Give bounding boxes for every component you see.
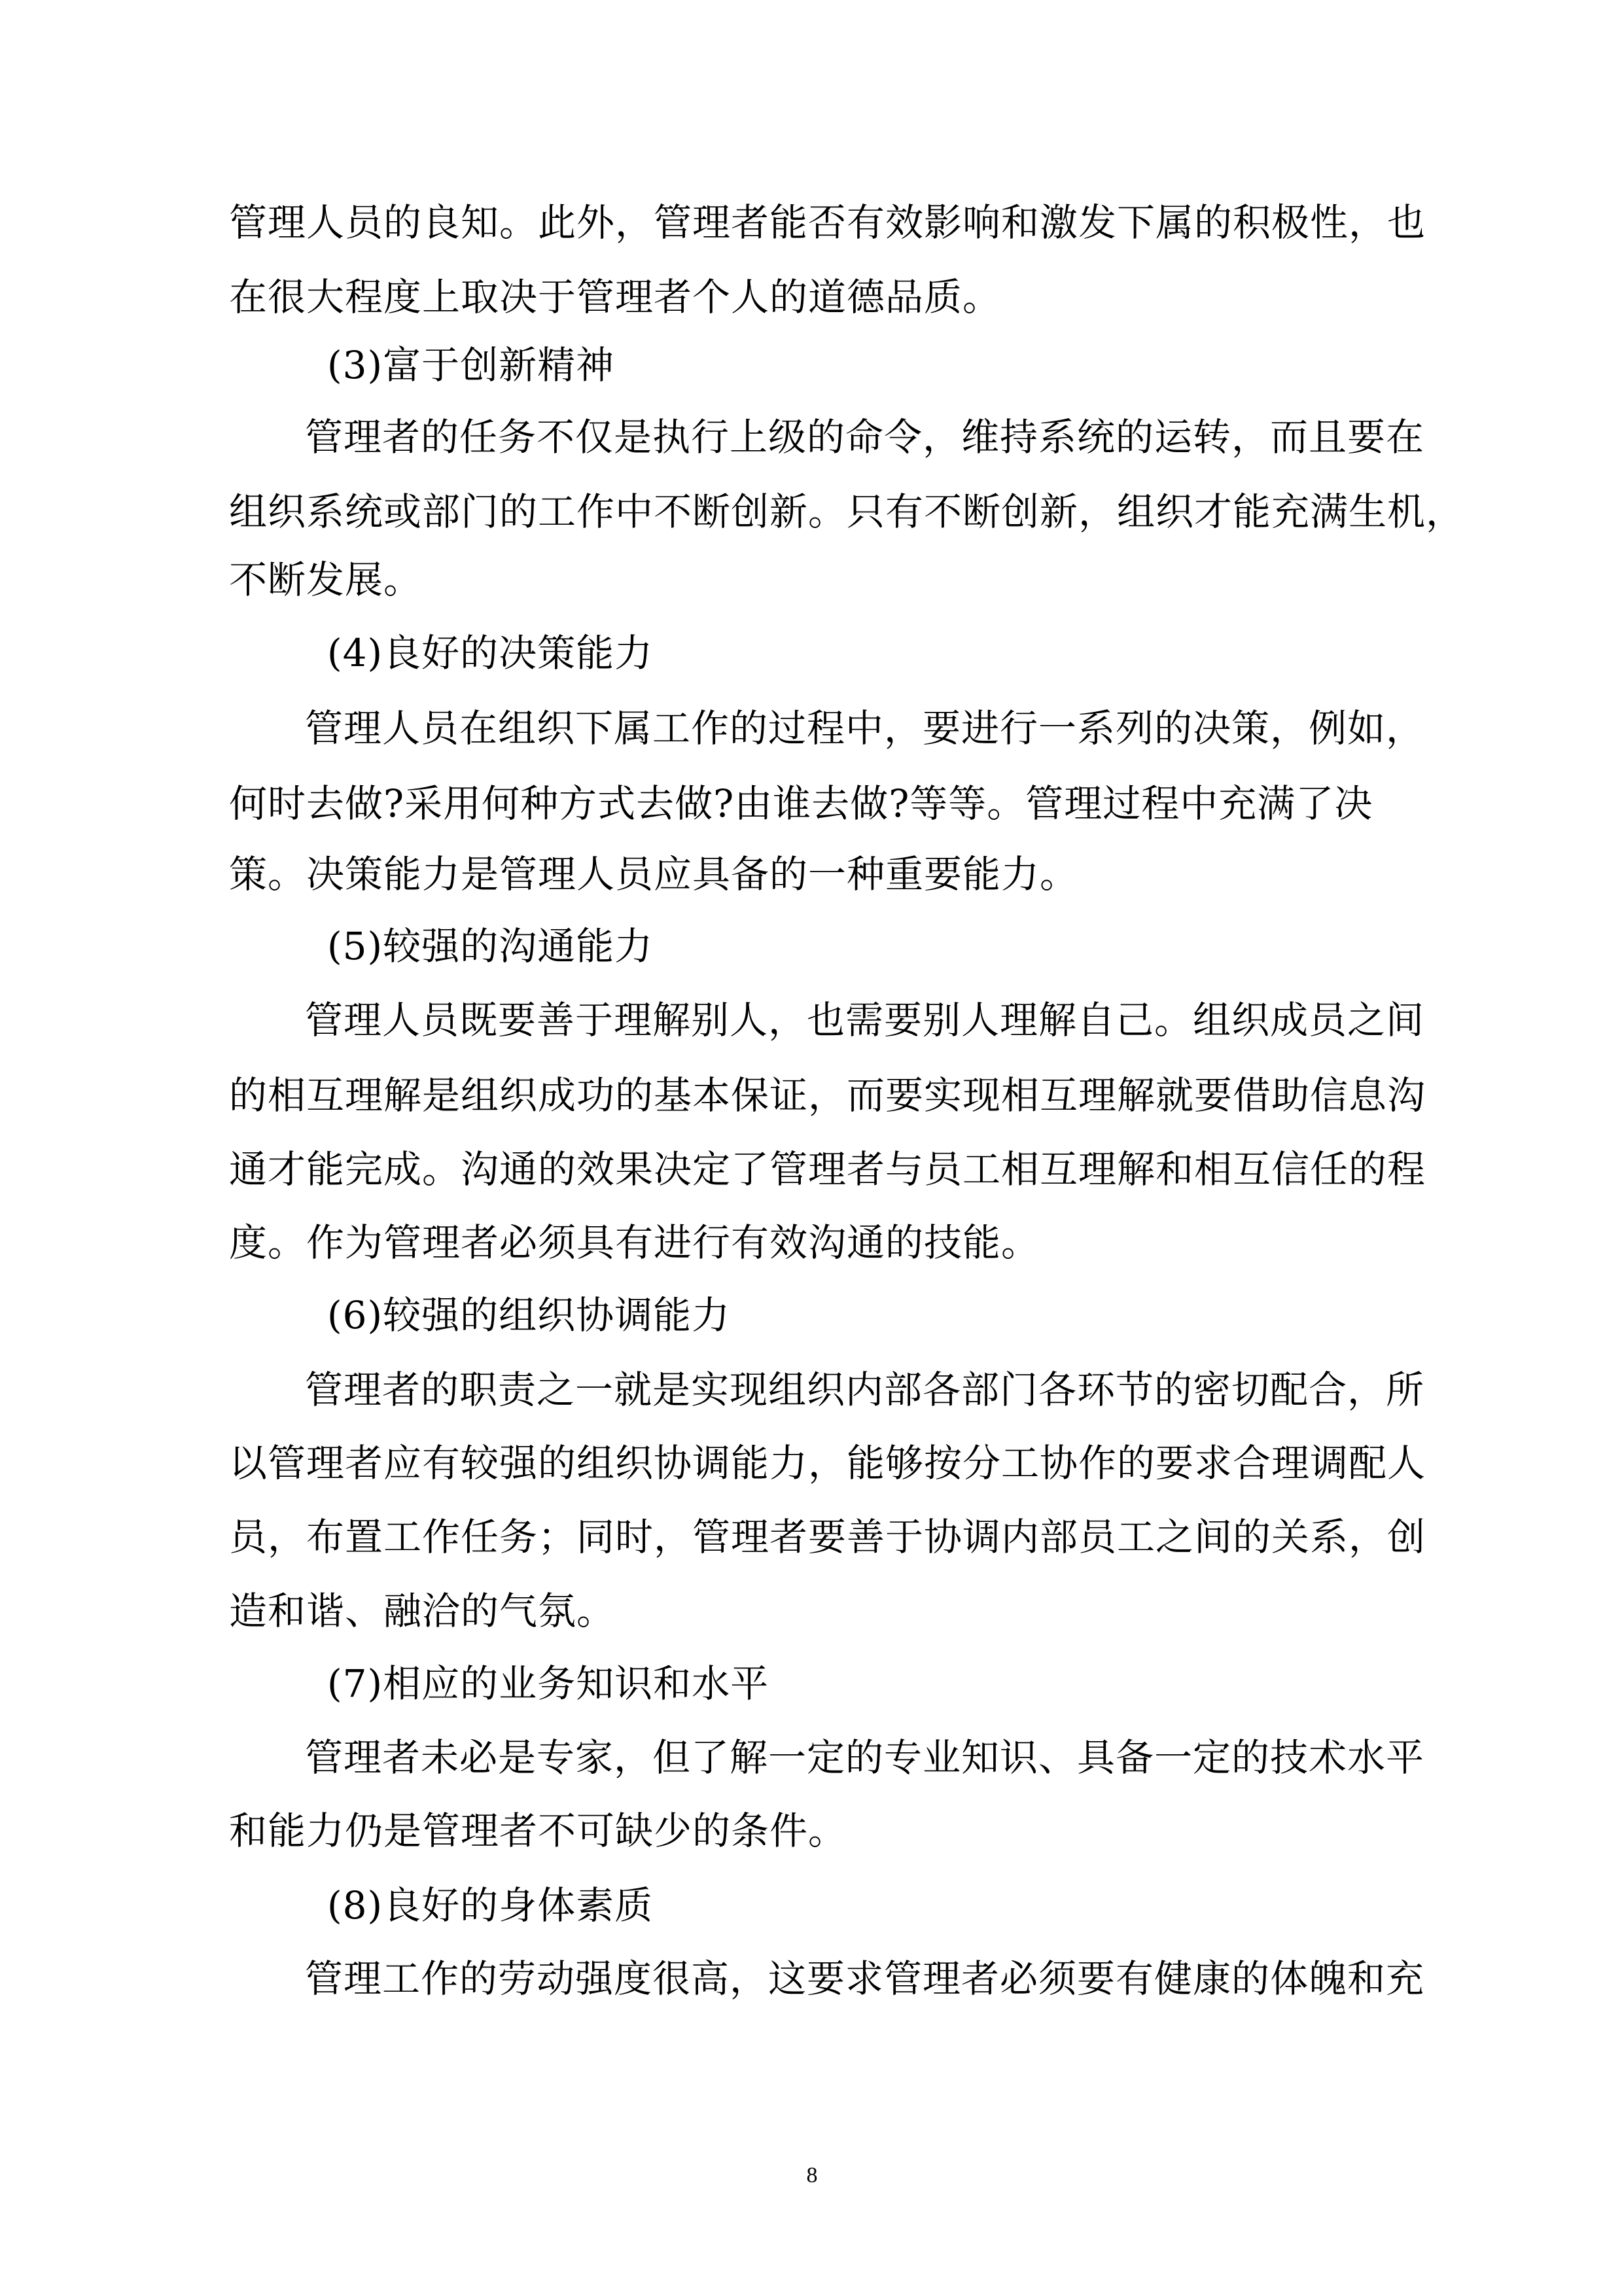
section-heading: (4)良好的决策能力 — [327, 631, 654, 675]
text-line: 以管理者应有较强的组织协调能力，能够按分工协作的要求合理调配人 — [229, 1441, 1426, 1485]
section-heading: (5)较强的沟通能力 — [327, 924, 654, 968]
text-line: 的相互理解是组织成功的基本保证，而要实现相互理解就要借助信息沟 — [229, 1073, 1426, 1118]
text-line: 在很大程度上取决于管理者个人的道德品质。 — [229, 275, 1002, 319]
text-line: 策。决策能力是管理人员应具备的一种重要能力。 — [229, 852, 1079, 896]
text-line: 通才能完成。沟通的效果决定了管理者与员工相互理解和相互信任的程 — [229, 1147, 1426, 1192]
text-line: 和能力仍是管理者不可缺少的条件。 — [229, 1809, 847, 1853]
text-line: 员，布置工作任务；同时，管理者要善于协调内部员工之间的关系，创 — [229, 1515, 1426, 1559]
text-line: 管理者的任务不仅是执行上级的命令，维持系统的运转，而且要在 — [305, 415, 1425, 459]
section-heading: (7)相应的业务知识和水平 — [327, 1661, 769, 1706]
section-heading: (3)富于创新精神 — [327, 343, 615, 387]
text-line: 管理者的职责之一就是实现组织内部各部门各环节的密切配合，所 — [305, 1368, 1425, 1412]
text-line: 组织系统或部门的工作中不断创新。只有不断创新，组织才能充满生机， — [229, 489, 1465, 534]
text-line: 度。作为管理者必须具有进行有效沟通的技能。 — [229, 1220, 1040, 1265]
text-line: 管理人员的良知。此外，管理者能否有效影响和激发下属的积极性，也 — [229, 200, 1426, 245]
text-line: 管理人员在组织下属工作的过程中，要进行一系列的决策，例如， — [305, 706, 1425, 751]
page-number: 8 — [806, 2163, 818, 2187]
section-heading: (8)良好的身体素质 — [327, 1883, 654, 1928]
text-line: 不断发展。 — [229, 557, 423, 602]
text-line: 管理人员既要善于理解别人，也需要别人理解自己。组织成员之间 — [305, 998, 1425, 1042]
text-line: 管理者未必是专家，但了解一定的专业知识、具备一定的技术水平 — [305, 1735, 1425, 1780]
section-heading: (6)较强的组织协调能力 — [327, 1293, 731, 1337]
text-line: 造和谐、融洽的气氛。 — [229, 1589, 616, 1633]
text-line: 何时去做?采用何种方式去做?由谁去做?等等。管理过程中充满了决 — [229, 781, 1373, 826]
text-line: 管理工作的劳动强度很高，这要求管理者必须要有健康的体魄和充 — [305, 1956, 1425, 2001]
